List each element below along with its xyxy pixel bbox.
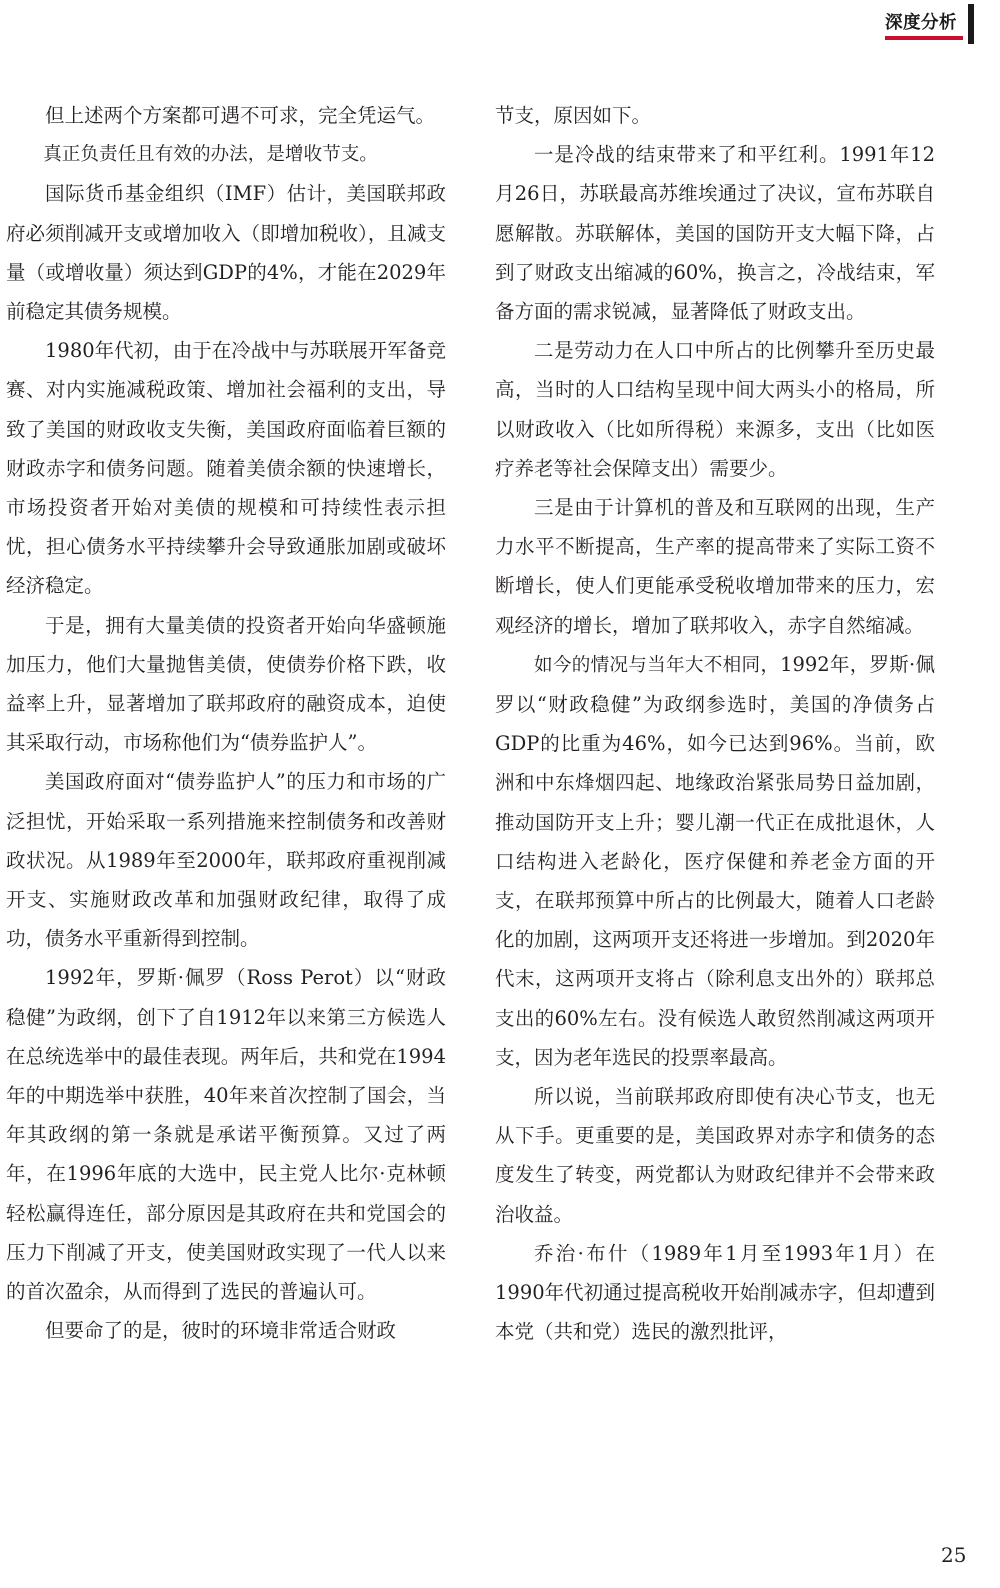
paragraph: 所以说，当前联邦政府即使有决心节支，也无从下手。更重要的是，美国政界对赤字和债务的态度发生了转变，两党都认为财政纪律并不会带来政治收益。: [495, 1085, 935, 1226]
paragraph: 1992年，罗斯·佩罗（Ross Perot）以“财政稳健”为政纲，创下了自1912年以来第三方候选人在总统选举中的最佳表现。两年后，共和党在1994年的中期选举中获胜，40年来首次控制了国会，当年其政纲的第一条就是承诺平衡预算。又过了两年，在1996年底的大选中，民主党人比尔·克林顿轻松赢得连任，部分原因是其政府在共和党国会的压力下削减了开支，使美国财政实现了一代人以来的首次盈余，从而得到了选民的普遍认可。: [6, 966, 446, 1304]
page-number: 25: [941, 1543, 967, 1567]
section-marker-bar: [968, 4, 974, 44]
paragraph: 二是劳动力在人口中所占的比例攀升至历史最高，当时的人口结构呈现中间大两头小的格局，所以财政收入（比如所得税）来源多，支出（比如医疗养老等社会保障支出）需要少。: [495, 339, 935, 480]
paragraph: 于是，拥有大量美债的投资者开始向华盛顿施加压力，他们大量抛售美债，使债券价格下跌，收益率上升，显著增加了联邦政府的融资成本，迫使其采取行动，市场称他们为“债券监护人”。: [6, 613, 446, 755]
paragraph: 美国政府面对“债券监护人”的压力和市场的广泛担忧，开始采取一系列措施来控制债务和改善财政状况。从1989年至2000年，联邦政府重视削减开支、实施财政改革和加强财政纪律，取得了成功，债务水平重新得到控制。: [6, 770, 446, 951]
paragraph: [495, 645, 935, 1077]
paragraph-body: ，1992年，罗斯·佩罗以“财政稳健”为政纲参选时，美国的净债务占GDP的比重为46%，如今已达到96%。当前，欧洲和中东烽烟四起、地缘政治紧张局势日益加剧，推动国防开支上升；婴儿潮一代正在成批退休，人口结构进入老龄化，医疗保健和养老金方面的开支，在联邦预算中所占的比例最大，随着人口老龄化的加剧，这两项开支还将进一步增加。到2020年代末，这两项开支将占（除利息支出外的）联邦总支出的60%左右。没有候选人敢贸然削减这两项开支，因为老年选民的投票率最高。: [495, 652, 935, 1069]
paragraph-lead-bold: 如今的情况与当年大不相同: [534, 654, 761, 676]
paragraph: 1980年代初，由于在冷战中与苏联展开军备竞赛、对内实施减税政策、增加社会福利的支出，导致了美国的财政收支失衡，美国政府面临着巨额的财政赤字和债务问题。随着美债余额的快速增长，市场投资者开始对美债的规模和可持续性表示担忧，担心债务水平持续攀升会导致通胀加剧或破坏经济稳定。: [6, 339, 446, 598]
paragraph: 国际货币基金组织（IMF）估计，美国联邦政府必须削减开支或增加收入（即增加税收），且减支量（或增收量）须达到GDP的4%，才能在2029年前稳定其债务规模。: [6, 182, 446, 324]
paragraph: 但要命了的是，彼时的环境非常适合财政: [45, 1319, 397, 1343]
right-column: [495, 96, 935, 1352]
paragraph: 但上述两个方案都可遇不可求，完全凭运气。: [45, 104, 436, 127]
paragraph: 乔治·布什（1989年1月至1993年1月）在1990年代初通过提高税收开始削减赤字，但却遭到本党（共和党）选民的激烈批评，: [495, 1241, 935, 1344]
section-title-underline: [885, 36, 963, 40]
paragraph: 节支，原因如下。: [495, 104, 652, 127]
section-title: 深度分析: [885, 13, 957, 33]
highlight-paragraph: 真正负责任且有效的办法，是增收节支。: [43, 144, 378, 166]
paragraph: 三是由于计算机的普及和互联网的出现，生产力水平不断提高，生产率的提高带来了实际工资不断增长，使人们更能承受税收增加带来的压力，宏观经济的增长，增加了联邦收入，赤字自然缩减。: [495, 496, 935, 637]
left-column: [6, 96, 446, 1351]
paragraph: 一是冷战的结束带来了和平红利。1991年12月26日，苏联最高苏维埃通过了决议，宣布苏联自愿解散。苏联解体，美国的国防开支大幅下降，占到了财政支出缩减的60%，换言之，冷战结束，军备方面的需求锐减，显著降低了财政支出。: [495, 143, 935, 324]
page-header: [0, 0, 1000, 48]
